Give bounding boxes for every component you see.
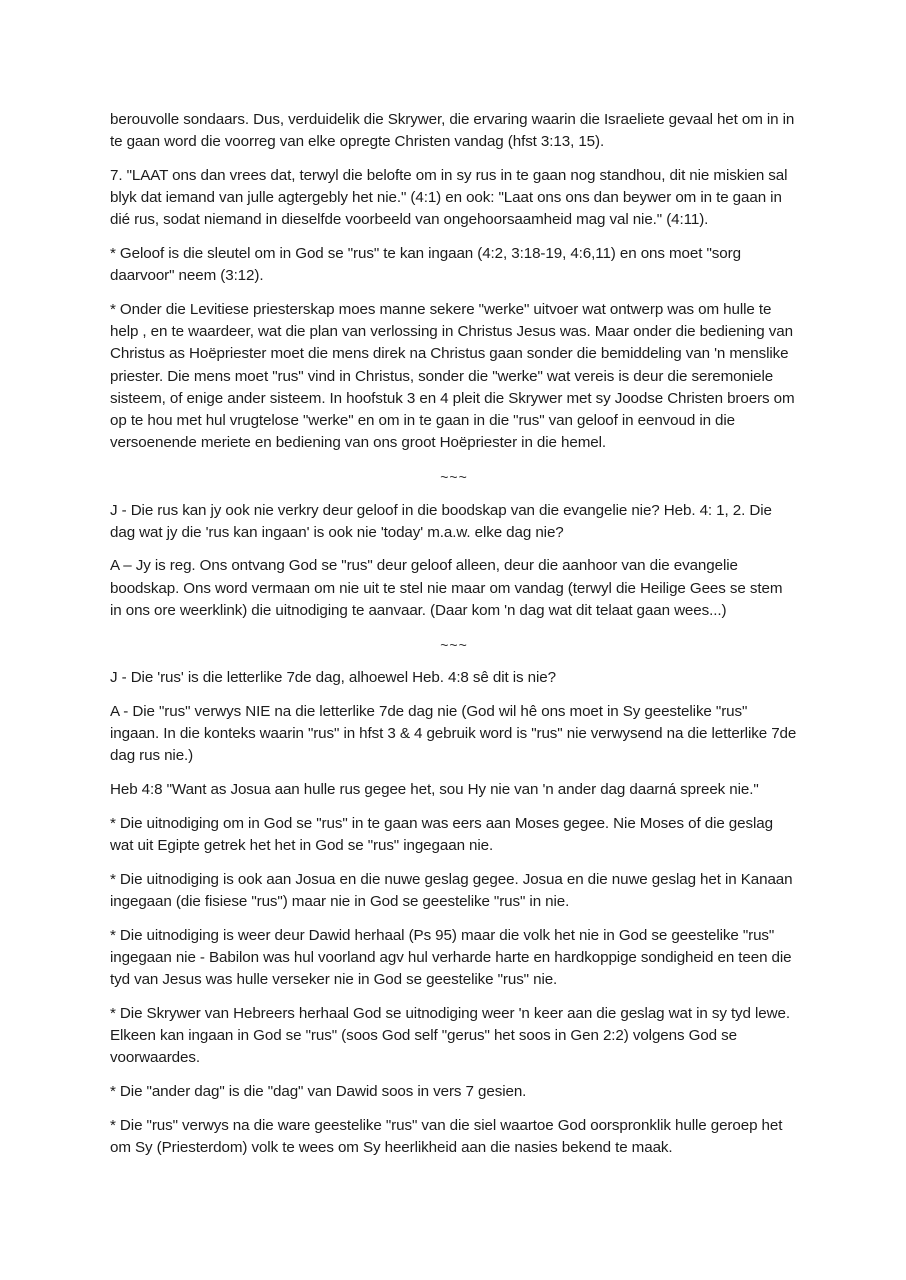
paragraph-levitical-priesthood: * Onder die Levitiese priesterskap moes manne sekere "werke" uitvoer wat ontwerp was om hulle te help , en te waardeer, wat die plan van verlossing in Christus Jesus was. Maar onder die bediening van Christus as Hoëpriester moet die mens direk na Christus gaan sonder die bemiddeling van 'n menslike priester. Die mens moet "rus" vind in Christus, sonder die "werke" wat vereis is deur die seremoniele sisteem, of enige ander sisteem. In hoofstuk 3 en 4 pleit die Skrywer met sy Joodse Christen broers om op te hou met hul vrugtelose "werke" en om in te gaan in die "rus" van geloof in eenvoud in die versoenende meriete en bediening van ons groot Hoëpriester in die hemel. [110, 300, 795, 452]
section-separator: ~~~ [440, 636, 468, 653]
scripture-quote: Heb 4:8 "Want as Josua aan hulle rus gegee het, sou Hy nie van 'n ander dag daarná spreek nie." [110, 781, 759, 799]
question-paragraph: J - Die 'rus' is die letterlike 7de dag, alhoewel Heb. 4:8 sê dit is nie? [110, 669, 556, 687]
answer-paragraph: A – Jy is reg. Ons ontvang God se "rus" deur geloof alleen, deur die aanhoor van die evangelie boodskap. Ons word vermaan om nie uit te stel nie maar om vandag (terwyl die Heilige Gees se stem in ons ore weerklink) die uitnodiging te aanvaar. (Daar kom 'n dag wat dit telaat gaan wees...) [110, 557, 783, 619]
question-paragraph: J - Die rus kan jy ook nie verkry deur geloof in die boodskap van die evangelie nie? Heb. 4: 1, 2. Die dag wat jy die 'rus kan ingaan' is ook nie 'today' m.a.w. elke dag nie? [110, 501, 772, 541]
bullet-paragraph-true-rest: * Die "rus" verwys na die ware geestelike "rus" van die siel waartoe God oorspronklik hulle geroep het om Sy (Priesterdom) volk te wees om Sy heerlikheid aan die nasies bekend te maak. [110, 1116, 783, 1156]
bullet-paragraph-hebrews-writer: * Die Skrywer van Hebreers herhaal God se uitnodiging weer 'n keer aan die geslag wat in sy tyd lewe. Elkeen kan ingaan in God se "rus" (soos God self "gerus" het soos in Gen 2:2) volgens God se voorwaardes. [110, 1004, 790, 1067]
paragraph-faith-key: * Geloof is die sleutel om in God se "rus" te kan ingaan (4:2, 3:18-19, 4:6,11) en ons moet "sorg daarvoor" neem (3:12). [110, 245, 741, 285]
bullet-paragraph-david: * Die uitnodiging is weer deur Dawid herhaal (Ps 95) maar die volk het nie in God se geestelike "rus" ingegaan nie - Babilon was hul voorland agv hul verharde harte en hardkoppige sondigheid en teen die tyd van Jesus was hulle verseker nie in God se geestelike "rus" nie. [110, 926, 792, 988]
bullet-paragraph-joshua: * Die uitnodiging is ook aan Josua en die nuwe geslag gegee. Josua en die nuwe geslag het in Kanaan ingegaan (die fisiese "rus") maar nie in God se geestelike "rus" in nie. [110, 870, 793, 910]
section-separator: ~~~ [440, 468, 468, 485]
bullet-paragraph-moses: * Die uitnodiging om in God se "rus" in te gaan was eers aan Moses gegee. Nie Moses of die geslag wat uit Egipte getrek het het in God se "rus" ingegaan nie. [110, 814, 773, 854]
answer-paragraph: A - Die "rus" verwys NIE na die letterlike 7de dag nie (God wil hê ons moet in Sy geestelike "rus" ingaan. In die konteks waarin "rus" in hfst 3 & 4 gebruik word is "rus" nie verwysend na die letterlike 7de dag rus nie.) [110, 702, 797, 765]
paragraph-continuation: berouvolle sondaars. Dus, verduidelik die Skrywer, die ervaring waarin die Israeliete gevaal het om in in te gaan word die voorreg van elke opregte Christen vandag (hfst 3:13, 15). [110, 111, 795, 151]
bullet-paragraph-other-day: * Die "ander dag" is die "dag" van Dawid soos in vers 7 gesien. [110, 1082, 527, 1100]
paragraph-point-7: 7. "LAAT ons dan vrees dat, terwyl die belofte om in sy rus in te gaan nog standhou, dit nie miskien sal blyk dat iemand van julle agtergebly het nie." (4:1) en ook: "Laat ons ons dan beywer om in te gaan in dié rus, sodat niemand in dieselfde voorbeeld van ongehoorsaamheid mag val nie." (4:11). [110, 166, 788, 229]
